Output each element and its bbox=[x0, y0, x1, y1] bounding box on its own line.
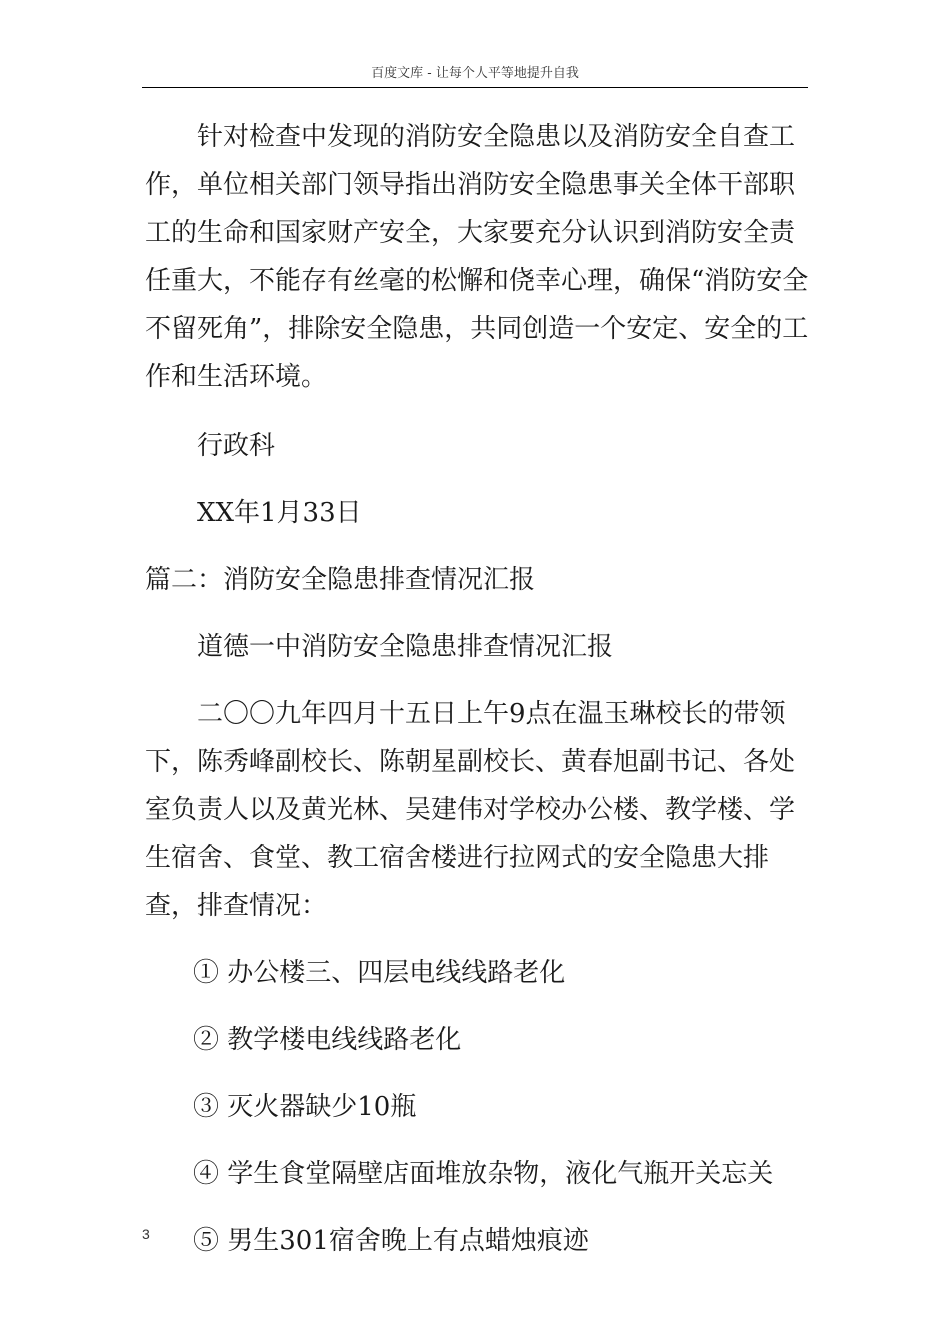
date: XX年1月33日 bbox=[197, 498, 362, 528]
signature: 行政科 bbox=[197, 431, 276, 461]
page-header: 百度文库 - 让每个人平等地提升自我 bbox=[371, 66, 579, 81]
document-body bbox=[145, 113, 811, 1265]
body-paragraph: 二〇〇九年四月十五日上午9点在温玉琳校长的带领下，陈秀峰副校长、陈朝星副校长、黄春旭副书记、各处室负责人以及黄光林、吴建伟对学校办公楼、教学楼、学生宿舍、食堂、教工宿舍楼进行拉网式的安全隐患大排查，排查情况： bbox=[145, 699, 796, 921]
list-item: ③ 灭火器缺少10瓶 bbox=[193, 1092, 417, 1122]
body-paragraph: 针对检查中发现的消防安全隐患以及消防安全自查工作，单位相关部门领导指出消防安全隐患事关全体干部职工的生命和国家财产安全，大家要充分认识到消防安全责任重大，不能存有丝毫的松懈和侥幸心理，确保“消防安全不留死角”，排除安全隐患，共同创造一个安定、安全的工作和生活环境。 bbox=[145, 122, 809, 392]
report-title: 道德一中消防安全隐患排查情况汇报 bbox=[197, 632, 614, 662]
list-item: ⑤ 男生301宿舍晚上有点蜡烛痕迹 bbox=[193, 1226, 589, 1256]
section-heading: 篇二：消防安全隐患排查情况汇报 bbox=[145, 565, 536, 595]
header-divider bbox=[142, 87, 808, 88]
list-item: ① 办公楼三、四层电线线路老化 bbox=[193, 958, 566, 988]
list-item: ④ 学生食堂隔壁店面堆放杂物，液化气瓶开关忘关 bbox=[193, 1159, 774, 1189]
page-number: 3 bbox=[142, 1226, 150, 1242]
list-item: ② 教学楼电线线路老化 bbox=[193, 1025, 462, 1055]
